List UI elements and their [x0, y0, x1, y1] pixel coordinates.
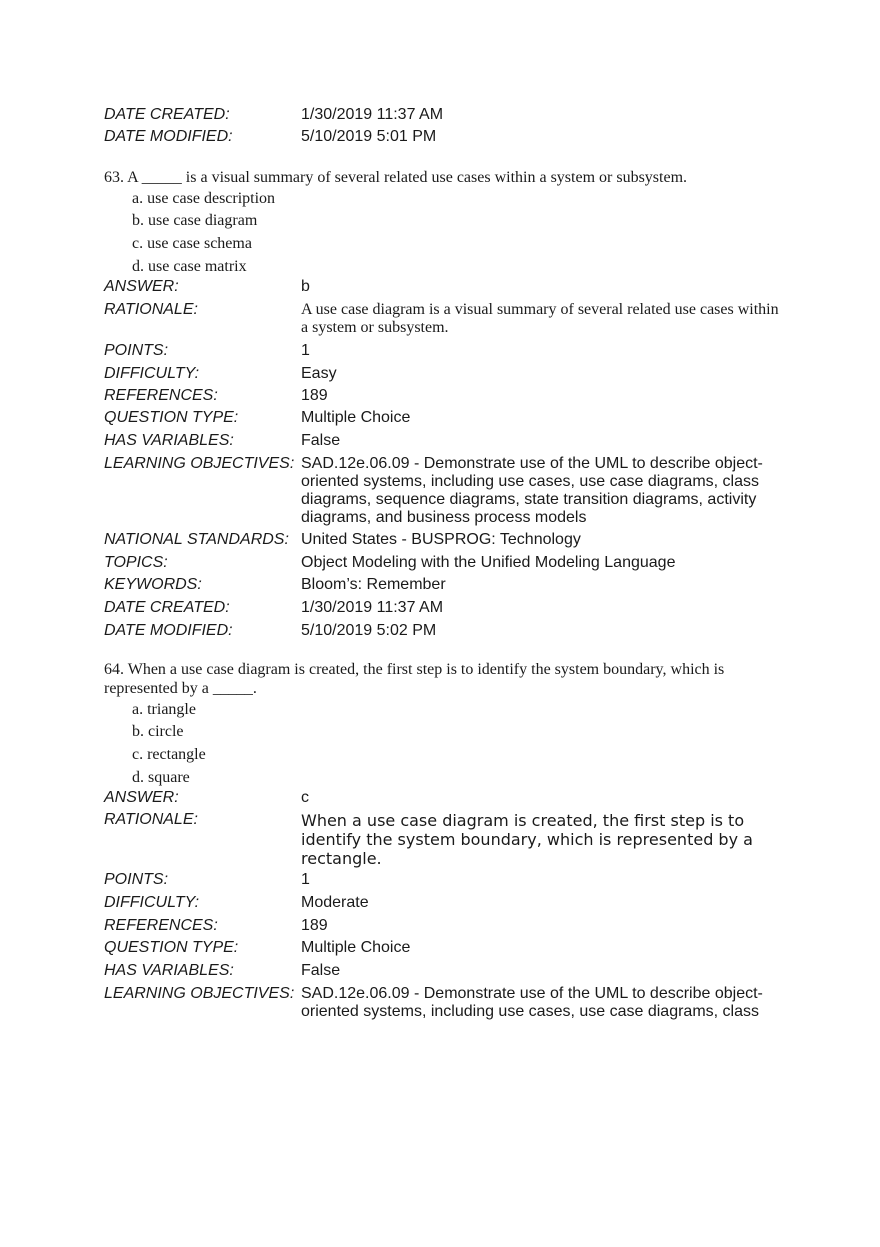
references-value: 189 [301, 917, 328, 934]
q63-national-standards-row [104, 531, 784, 551]
references-label: REFERENCES: [104, 917, 218, 934]
references-label: REFERENCES: [104, 387, 218, 404]
q64-option-a: a. triangle [132, 701, 196, 718]
question-type-label: QUESTION TYPE: [104, 409, 239, 426]
rationale-label: RATIONALE: [104, 811, 198, 828]
q63-date-modified-row [104, 622, 784, 642]
rationale-value: When a use case diagram is created, the first step is to identify the system boundary, which is represented by a rectangle. [301, 811, 753, 868]
prev-date-created-row [104, 106, 784, 126]
date-created-label: DATE CREATED: [104, 599, 230, 616]
difficulty-value: Easy [301, 365, 337, 382]
points-label: POINTS: [104, 342, 169, 359]
points-value: 1 [301, 342, 310, 359]
references-value: 189 [301, 387, 328, 404]
date-created-label: DATE CREATED: [104, 106, 230, 123]
answer-value: b [301, 278, 310, 295]
q64-difficulty-row [104, 894, 784, 914]
national-standards-label: NATIONAL STANDARDS: [104, 531, 289, 548]
q64-references-row [104, 917, 784, 937]
q64-option-d: d. square [132, 769, 190, 786]
learning-objectives-label: LEARNING OBJECTIVES: [104, 455, 295, 472]
q64-option-c: c. rectangle [132, 746, 206, 763]
q64-option-b: b. circle [132, 723, 184, 740]
date-modified-label: DATE MODIFIED: [104, 622, 233, 639]
answer-label: ANSWER: [104, 789, 179, 806]
question-type-label: QUESTION TYPE: [104, 939, 239, 956]
q63-rationale-row [104, 301, 784, 341]
date-created-value: 1/30/2019 11:37 AM [301, 599, 444, 616]
difficulty-value: Moderate [301, 894, 369, 911]
q63-option-d: d. use case matrix [132, 258, 247, 275]
q64-question-type-row [104, 939, 784, 959]
q63-references-row [104, 387, 784, 407]
keywords-label: KEYWORDS: [104, 576, 202, 593]
points-label: POINTS: [104, 871, 169, 888]
learning-objectives-label: LEARNING OBJECTIVES: [104, 985, 295, 1002]
q63-option-b: b. use case diagram [132, 212, 258, 229]
question-63-text: 63. A _____ is a visual summary of several related use cases within a system or subsystem. [104, 169, 688, 186]
topics-value: Object Modeling with the Unified Modeling Language [301, 554, 676, 571]
question-type-value: Multiple Choice [301, 409, 411, 426]
q63-date-created-row [104, 599, 784, 619]
q64-learning-objectives-row [104, 985, 784, 1025]
q64-points-row [104, 871, 784, 891]
topics-label: TOPICS: [104, 554, 168, 571]
learning-objectives-value: SAD.12e.06.09 - Demonstrate use of the UML to describe object-oriented systems, including use cases, use case diagrams, class diagrams, sequence diagrams, state transition diagrams, activity diagrams, and business process models [301, 455, 763, 526]
q63-option-a: a. use case description [132, 190, 276, 207]
date-created-value: 1/30/2019 11:37 AM [301, 106, 444, 123]
q63-question-type-row [104, 409, 784, 429]
q63-topics-row [104, 554, 784, 574]
q64-has-variables-row [104, 962, 784, 982]
national-standards-value: United States - BUSPROG: Technology [301, 531, 581, 548]
q63-has-variables-row [104, 432, 784, 452]
q63-difficulty-row [104, 365, 784, 385]
rationale-value: A use case diagram is a visual summary of several related use cases within a system or subsystem. [301, 301, 779, 336]
q63-option-c: c. use case schema [132, 235, 252, 252]
date-modified-label: DATE MODIFIED: [104, 128, 233, 145]
date-modified-value: 5/10/2019 5:01 PM [301, 128, 437, 145]
question-type-value: Multiple Choice [301, 939, 411, 956]
question-64-text: 64. When a use case diagram is created, the first step is to identify the system boundary, which is represented by a _____. [104, 661, 725, 697]
has-variables-label: HAS VARIABLES: [104, 962, 234, 979]
prev-date-modified-row [104, 128, 784, 148]
learning-objectives-value: SAD.12e.06.09 - Demonstrate use of the UML to describe object-oriented systems, including use cases, use case diagrams, class [301, 985, 763, 1020]
q63-points-row [104, 342, 784, 362]
date-modified-value: 5/10/2019 5:02 PM [301, 622, 437, 639]
difficulty-label: DIFFICULTY: [104, 894, 200, 911]
points-value: 1 [301, 871, 310, 888]
difficulty-label: DIFFICULTY: [104, 365, 200, 382]
q64-rationale-row [104, 811, 784, 871]
q63-keywords-row [104, 576, 784, 596]
rationale-label: RATIONALE: [104, 301, 198, 318]
q63-learning-objectives-row [104, 455, 784, 527]
answer-value: c [301, 789, 309, 806]
q63-answer-row [104, 278, 784, 298]
q64-answer-row [104, 789, 784, 809]
has-variables-value: False [301, 432, 341, 449]
answer-label: ANSWER: [104, 278, 179, 295]
has-variables-value: False [301, 962, 341, 979]
has-variables-label: HAS VARIABLES: [104, 432, 234, 449]
keywords-value: Bloom’s: Remember [301, 576, 446, 593]
